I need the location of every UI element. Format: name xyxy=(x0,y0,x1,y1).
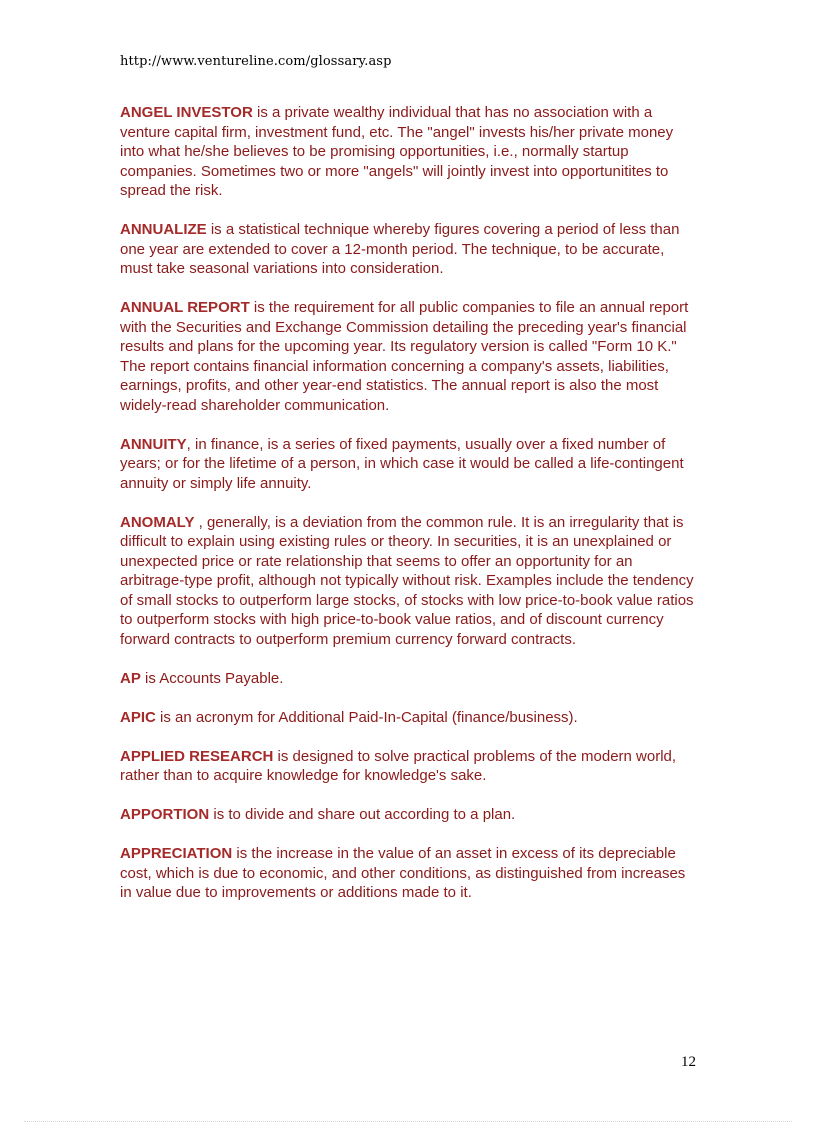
glossary-definition: is a statistical technique whereby figures covering a period of less than one year are extended to cover a 12-month period. The technique, to be accurate, must take seasonal variations into consideration. xyxy=(120,221,680,277)
glossary-definition: is a private wealthy individual that has no association with a venture capital firm, investment fund, etc. The "angel" invests his/her private money into what he/she believes to be promising opportunities, i.e., normally startup companies. Sometimes two or more "angels" will jointly invest into opportunitites to spread the risk. xyxy=(120,104,674,199)
glossary-definition: , in finance, is a series of fixed payments, usually over a fixed number of years; or for the lifetime of a person, in which case it would be called a life-contingent annuity or simply life annuity. xyxy=(120,435,684,492)
glossary-definition: is the requirement for all public companies to file an annual report with the Securities and Exchange Commission detailing the preceding year's financial results and plans for the upcoming year. Its regulatory version is called "Form 10 K." The report contains financial information concerning a company's assets, liabilities, earnings, profits, and other year-end statistics. The annual report is also the most widely-read shareholder communication. xyxy=(120,299,689,414)
glossary-definition: is designed to solve practical problems of the modern world, rather than to acquire knowledge for knowledge's sake. xyxy=(120,747,677,784)
glossary-term: APIC xyxy=(120,708,156,726)
glossary-definition: is to divide and share out according to a plan. xyxy=(213,806,516,823)
glossary-entry xyxy=(120,805,694,825)
glossary-entry xyxy=(120,435,694,494)
glossary-entry xyxy=(120,669,694,689)
glossary-entry xyxy=(120,513,694,650)
glossary-definition: is an acronym for Additional Paid-In-Capital (finance/business). xyxy=(160,708,578,726)
glossary-term: ANGEL INVESTOR xyxy=(120,104,253,121)
source-url: http://www.ventureline.com/glossary.asp xyxy=(120,54,392,69)
glossary-term: APPORTION xyxy=(120,806,210,823)
glossary-definition: is the increase in the value of an asset in excess of its depreciable cost, which is due to economic, and other conditions, as distinguished from increases in value due to improvements or additions made to it. xyxy=(120,845,686,901)
glossary-entries xyxy=(120,103,694,922)
glossary-term: AP xyxy=(120,669,141,687)
glossary-entry xyxy=(120,844,694,903)
glossary-term: ANNUITY xyxy=(120,435,187,453)
glossary-term: ANNUALIZE xyxy=(120,221,207,238)
glossary-entry xyxy=(120,103,694,201)
glossary-entry xyxy=(120,747,694,786)
glossary-term: APPRECIATION xyxy=(120,845,233,862)
glossary-entry xyxy=(120,298,694,415)
glossary-entry xyxy=(120,220,694,279)
glossary-term: APPLIED RESEARCH xyxy=(120,747,274,765)
glossary-term: ANNUAL REPORT xyxy=(120,299,250,316)
glossary-definition: , generally, is a deviation from the common rule. It is an irregularity that is difficult to explain using existing rules or theory. In securities, it is an unexplained or unexpected price or rate relationship that seems to offer an opportunity for an arbitrage-type profit, although not typically without risk. Examples include the tendency of small stocks to outperform large stocks, of stocks with low price-to-book value ratios to outperform stocks with high price-to-book value ratios, and of discount currency forward contracts to outperform premium currency forward contracts. xyxy=(120,513,694,648)
glossary-entry xyxy=(120,708,694,728)
glossary-term: ANOMALY xyxy=(120,513,195,531)
page-bottom-edge xyxy=(24,1121,792,1122)
glossary-definition: is Accounts Payable. xyxy=(145,669,284,687)
page-number: 12 xyxy=(681,1054,696,1070)
